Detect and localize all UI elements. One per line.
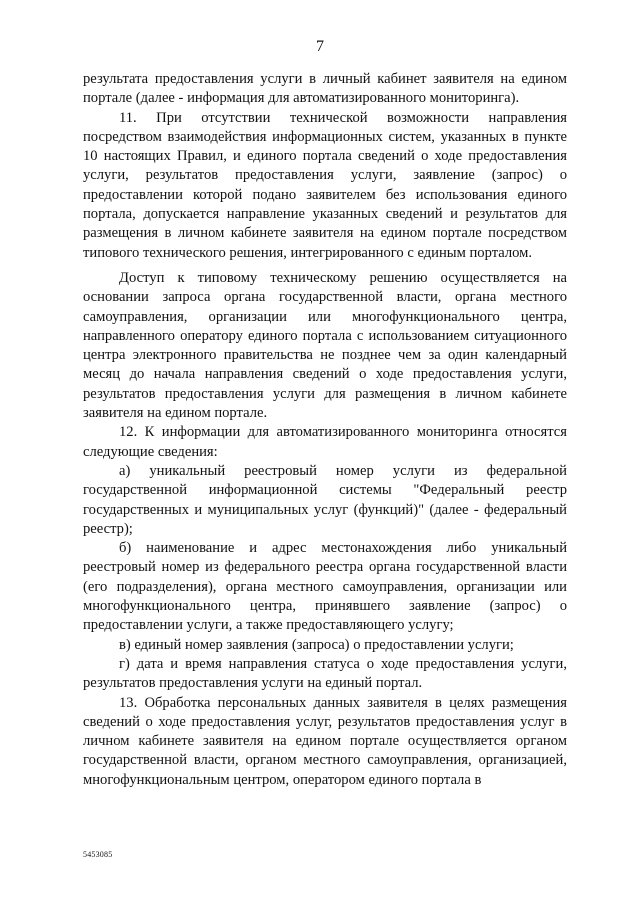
- document-body: [83, 70, 567, 790]
- paragraph-11: 11. При отсутствии технической возможности направления посредством взаимодействия информационных систем, указанных в пункте 10 настоящих Правил, и единого портала сведений о ходе предоставления услуги, результатов предоставления услуги, заявление (запрос) о предоставлении которой подано заявителем без использования единого портала, допускается направление указанных сведений и результатов для размещения в личном кабинете заявителя на едином портале посредством типового технического решения, интегрированного с единым порталом.: [83, 109, 567, 261]
- footer-code: 5453085: [83, 850, 113, 859]
- paragraph-13: 13. Обработка персональных данных заявителя в целях размещения сведений о ходе предоставления услуг, результатов предоставления услуг в личном кабинете заявителя на едином портале осуществляется органом государственной власти, органом местного самоуправления, организацией, многофункциональным центром, оператором единого портала в: [83, 694, 567, 788]
- page-number: 7: [316, 38, 324, 55]
- list-item-a: а) уникальный реестровый номер услуги из федеральной государственной информационной системы "Федеральный реестр государственных и муниципальных услуг (функций)" (далее - федеральный реестр);: [83, 462, 567, 537]
- list-item-b: б) наименование и адрес местонахождения либо уникальный реестровый номер из федерального реестра органа государственной власти (его подразделения), органа местного самоуправления, организации или многофункционального центра, принявшего заявление (запрос) о предоставлении услуги, а также предоставляющего услугу;: [83, 540, 567, 634]
- list-item-g: г) дата и время направления статуса о ходе предоставления услуги, результатов предоставления услуги на единый портал.: [83, 655, 567, 692]
- paragraph-continuation: результата предоставления услуги в личный кабинет заявителя на едином портале (далее - информация для автоматизированного мониторинга).: [83, 71, 567, 107]
- paragraph-access: Доступ к типовому техническому решению осуществляется на основании запроса органа государственной власти, органа местного самоуправления, организации или многофункционального центра, направленного оператору единого портала с использованием ситуационного центра электронного правительства не позднее чем за один календарный месяц до начала направления сведений о ходе предоставления услуги, результатов предоставления услуги для размещения в личном кабинете заявителя на едином портале.: [83, 269, 567, 422]
- list-item-v: в) единый номер заявления (запроса) о предоставлении услуги;: [119, 636, 514, 653]
- paragraph-12: 12. К информации для автоматизированного мониторинга относятся следующие сведения:: [83, 424, 567, 460]
